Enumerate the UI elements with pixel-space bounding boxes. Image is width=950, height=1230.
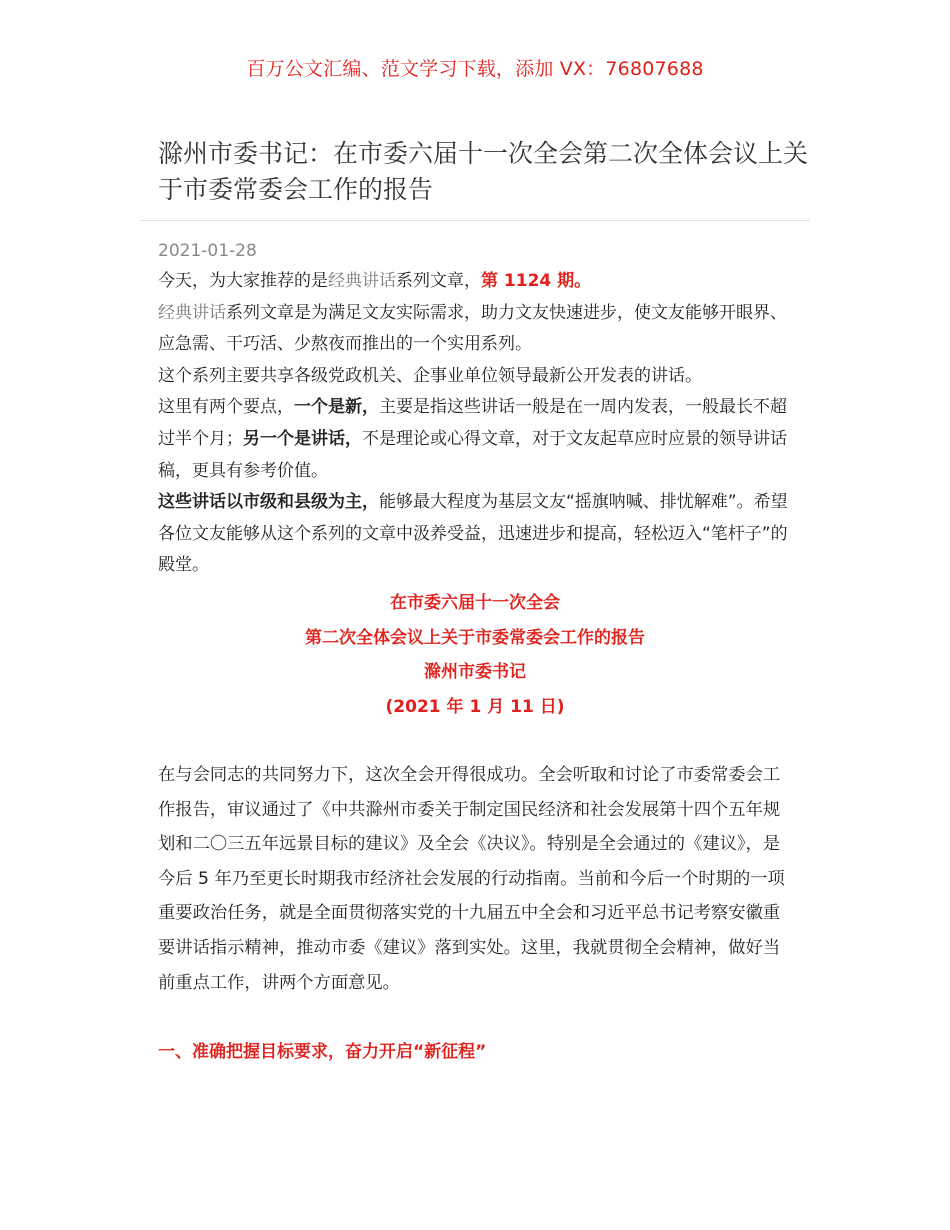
intro-paragraph-4 [158,392,794,487]
speech-date: (2021 年 1 月 11 日) [385,696,565,717]
key-point-3: 这些讲话以市级和县级为主， [158,492,379,513]
key-point-2: 另一个是讲话， [243,428,362,449]
key-point-1: 一个是新， [294,397,379,418]
intro-text: 系列文章， [396,271,481,291]
promo-banner: 百万公文汇编、范文学习下载，添加 VX：76807688 [246,58,704,80]
intro-text: 今天，为大家推荐的是 [158,271,328,291]
article-title: 滁州市委书记：在市委六届十一次全会第二次全体会议上关于市委常委会工作的报告 [158,139,809,204]
intro-text: 这里有两个要点， [158,397,294,418]
speech-paragraph-1: 在与会同志的共同努力下，这次全会开得很成功。全会听取和讨论了市委常委会工作报告，审议通过了《中共滁州市委关于制定国民经济和社会发展第十四个五年规划和二〇三五年远景目标的建议》及全会《决议》。特别是全会通过的《建议》，是今后 5 年乃至更长时期我市经济社会发展的行动指南。当前和今后一个时期的一项重要政治任务，就是全面贯彻落实党的十九届五中全会和习近平总书记考察安徽重要讲话指示精神，推动市委《建议》落到实处。这里，我就贯彻全会精神，做好当前重点工作，讲两个方面意见。 [158,765,785,993]
speech-title-line-1: 在市委六届十一次全会 [390,593,560,613]
publish-date: 2021-01-28 [158,241,257,261]
intro-text: 主要是指这些讲话一般是在一周内发表，一般最长不超过半个月； [158,397,787,449]
speech-speaker: 滁州市委书记 [424,662,526,683]
intro-paragraph-1 [158,266,794,298]
series-name: 经典讲话 [328,271,396,291]
intro-text: 能够最大程度为基层文友“摇旗呐喊、排忧解难”。希望各位文友能够从这个系列的文章中汲养受益，迅速进步和提高，轻松迈入“笔杆子”的殿堂。 [158,492,788,576]
intro-paragraph-3: 这个系列主要共享各级党政机关、企事业单位领导最新公开发表的讲话。 [158,365,702,386]
issue-number: 第 1124 期。 [481,271,592,291]
intro-text: 系列文章是为满足文友实际需求，助力文友快速进步，使文友能够开眼界、应急需、干巧活、少熬夜而推出的一个实用系列。 [158,302,787,355]
speech-title-line-2: 第二次全体会议上关于市委常委会工作的报告 [305,627,645,648]
intro-paragraph-5 [158,487,794,582]
series-intro [158,266,794,582]
title-divider [140,220,810,221]
series-name: 经典讲话 [158,302,226,323]
intro-paragraph-2 [158,298,794,361]
intro-text: 不是理论或心得文章，对于文友起草应时应景的领导讲话稿，更具有参考价值。 [158,428,787,481]
section-heading-1: 一、准确把握目标要求，奋力开启“新征程” [158,1042,487,1062]
speech-heading [0,586,950,724]
